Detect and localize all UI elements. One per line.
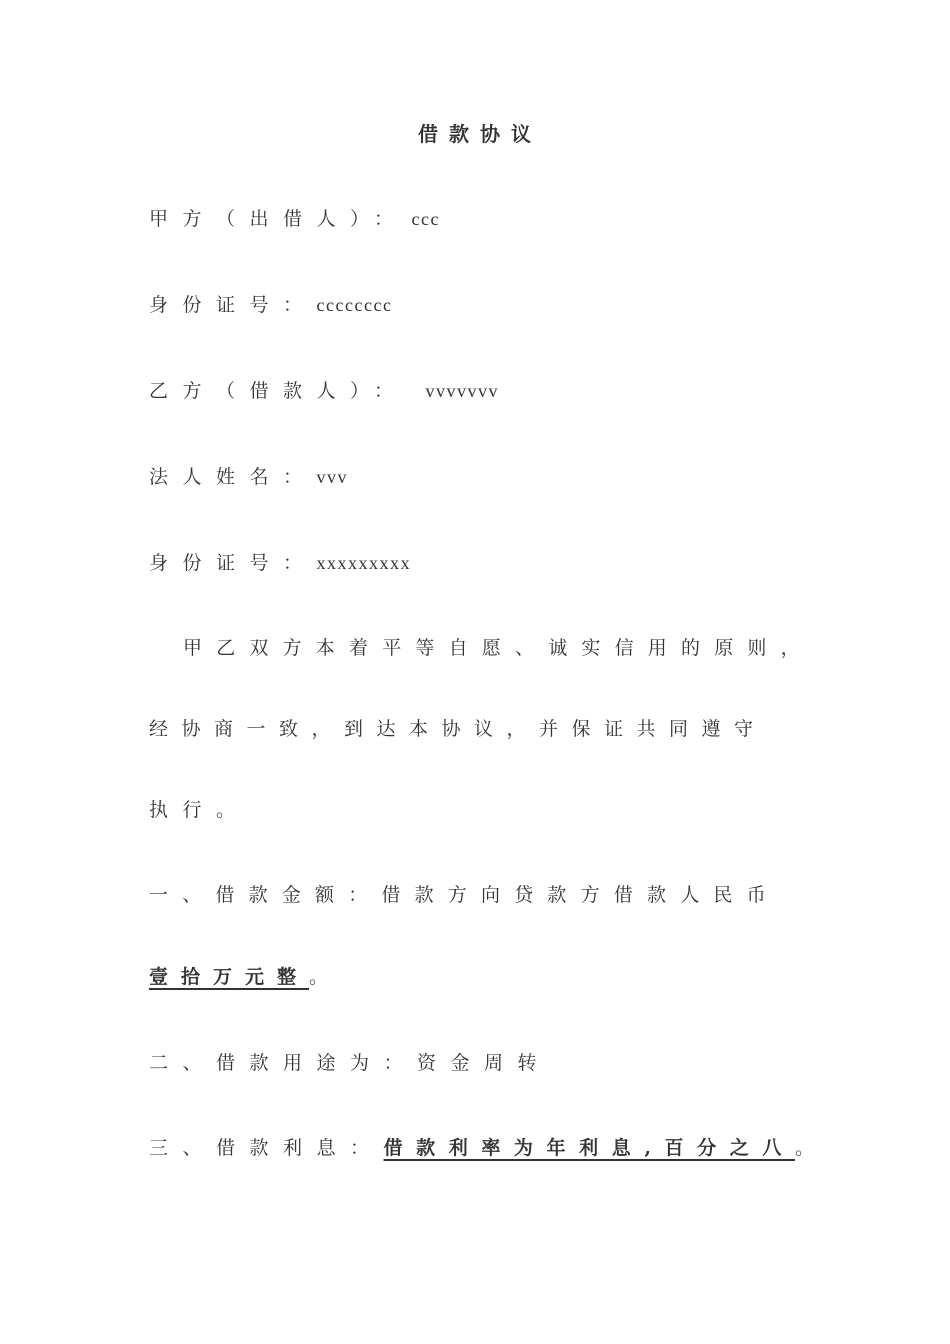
clause-3-period: 。 [794,1137,829,1159]
preamble-line-3: 执行。 [149,799,250,821]
borrower-id-value: xxxxxxxxx [316,553,412,573]
borrower-id-label: 身份证号： [149,552,317,574]
borrower-label: 乙方（借款人）： [149,380,408,402]
legal-rep-label: 法人姓名： [149,466,317,488]
loan-amount: 壹拾万元整 [149,966,310,988]
borrower-row [149,378,499,404]
lender-value: ccc [411,209,440,229]
clause-3-label: 三、借款利息： [149,1137,384,1159]
interest-rate: 借款利率为年利息,百分之八 [383,1137,795,1159]
lender-id-label: 身份证号： [149,294,317,316]
legal-rep-value: vvv [316,467,349,487]
clause-2: 二、借款用途为：资金周转 [149,1052,552,1074]
clause-3-row [149,1135,828,1161]
lender-label: 甲方（出借人）： [149,208,408,230]
lender-id-value: cccccccc [316,295,393,315]
lender-id-row [149,292,392,318]
preamble-line-2: 经协商一致，到达本协议，并保证共同遵守 [149,718,767,740]
legal-rep-row [149,464,348,490]
borrower-value: vvvvvvv [425,381,500,401]
clause-1-line-1: 一、借款金额：借款方向贷款方借款人民币 [149,884,780,906]
lender-row [149,206,440,232]
preamble-line-1: 甲乙双方本着平等自愿、诚实信用的原则， [183,637,814,659]
borrower-id-row [149,550,411,576]
document-title: 借款协议 [418,122,542,146]
clause-1-amount-row [149,964,343,990]
clause-1-period: 。 [309,966,343,988]
